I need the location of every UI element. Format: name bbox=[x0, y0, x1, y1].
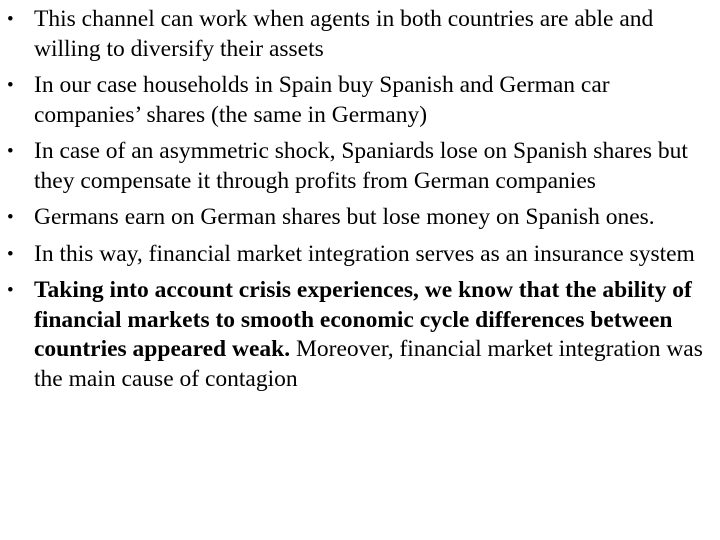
bullet-text: Moreover, financial market integration was the main cause of contagion bbox=[34, 336, 703, 392]
bullet-list bbox=[0, 5, 718, 401]
bullet-text: In this way, financial market integration serves as an insurance system bbox=[34, 240, 695, 267]
bullet-marker: • bbox=[7, 75, 14, 96]
bullet-text: In our case households in Spain buy Spanish and German car companies’ shares (the same in Germany) bbox=[34, 72, 610, 128]
bullet-text: This channel can work when agents in both countries are able and willing to diversify their assets bbox=[34, 6, 654, 62]
bullet-item-insurance bbox=[0, 240, 718, 270]
bullet-marker: • bbox=[7, 280, 14, 301]
bullet-item-crisis bbox=[0, 276, 718, 394]
bullet-item-germans bbox=[0, 203, 718, 233]
bullet-item-asymmetric-shock bbox=[0, 137, 718, 196]
bullet-marker: • bbox=[7, 9, 14, 30]
bullet-item-households bbox=[0, 71, 718, 130]
bullet-text: Germans earn on German shares but lose money on Spanish ones. bbox=[34, 204, 655, 230]
bullet-marker: • bbox=[7, 141, 14, 162]
bullet-marker: • bbox=[7, 243, 14, 265]
bullet-item-diversify bbox=[0, 5, 718, 64]
bullet-bold-text: Taking into account crisis experiences, we know that the ability of financial markets to smooth economic cycle differences between countries appeared weak. bbox=[34, 277, 692, 362]
bullet-text: In case of an asymmetric shock, Spaniards lose on Spanish shares but they compensate it through profits from German companies bbox=[34, 138, 688, 194]
bullet-marker: • bbox=[7, 207, 14, 228]
